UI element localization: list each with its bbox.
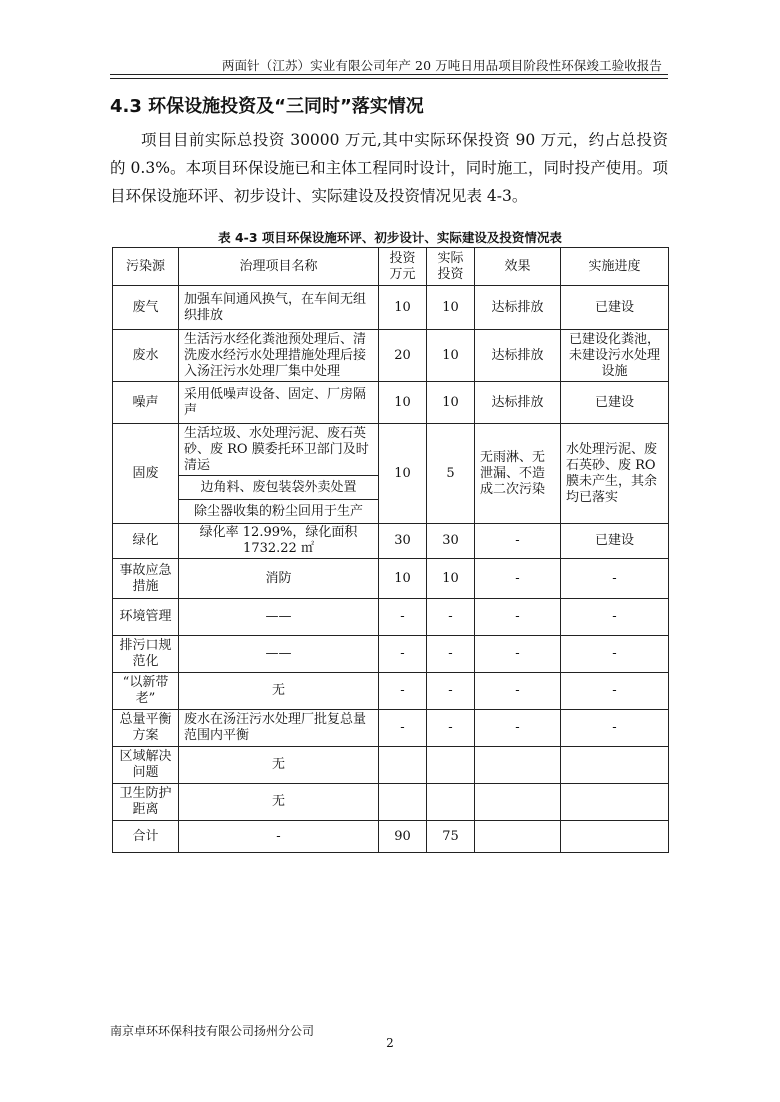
- cell-actual: 10: [427, 286, 475, 330]
- table-row: [113, 559, 669, 599]
- cell-source: 区域解决问题: [113, 747, 179, 784]
- cell-effect: -: [475, 559, 561, 599]
- cell-invest: -: [379, 636, 427, 673]
- cell-invest: 10: [379, 286, 427, 330]
- cell-effect: [475, 784, 561, 821]
- cell-effect: -: [475, 599, 561, 636]
- header-rule: [110, 74, 668, 79]
- cell-item: 绿化率 12.99%，绿化面积 1732.22 ㎡: [179, 524, 379, 559]
- table-row: [113, 382, 669, 424]
- table-row: [113, 286, 669, 330]
- cell-effect: 达标排放: [475, 286, 561, 330]
- header-actual-line2: 投资: [437, 266, 464, 282]
- cell-actual: -: [427, 636, 475, 673]
- cell-actual: 10: [427, 330, 475, 382]
- cell-invest: -: [379, 673, 427, 710]
- cell-item: ——: [179, 599, 379, 636]
- cell-source: 绿化: [113, 524, 179, 559]
- cell-total-actual: 75: [427, 821, 475, 853]
- header-investment-line1: 投资: [389, 250, 416, 266]
- cell-progress: 已建设: [561, 524, 669, 559]
- cell-effect: 无雨淋、无泄漏、不造成二次污染: [475, 424, 561, 524]
- cell-invest: 10: [379, 559, 427, 599]
- header-effect: 效果: [475, 248, 561, 286]
- cell-progress: -: [561, 599, 669, 636]
- cell-effect: 达标排放: [475, 330, 561, 382]
- cell-item: 消防: [179, 559, 379, 599]
- table-header-row: [113, 248, 669, 286]
- cell-actual: -: [427, 710, 475, 747]
- cell-item: 废水在汤汪污水处理厂批复总量范围内平衡: [179, 710, 379, 747]
- cell-item: 加强车间通风换气，在车间无组织排放: [179, 286, 379, 330]
- cell-source: 噪声: [113, 382, 179, 424]
- cell-invest: 30: [379, 524, 427, 559]
- cell-total-item: -: [179, 821, 379, 853]
- cell-progress: 已建设化粪池，未建设污水处理设施: [561, 330, 669, 382]
- cell-actual: 10: [427, 382, 475, 424]
- table-row: [113, 636, 669, 673]
- page-number: 2: [386, 1036, 394, 1050]
- cell-item: 采用低噪声设备、固定、厂房隔声: [179, 382, 379, 424]
- cell-progress: -: [561, 636, 669, 673]
- section-heading: 4.3 环保设施投资及“三同时”落实情况: [110, 96, 424, 117]
- cell-progress: -: [561, 710, 669, 747]
- cell-total-invest: 90: [379, 821, 427, 853]
- cell-item: 无: [179, 784, 379, 821]
- cell-invest: [379, 784, 427, 821]
- cell-actual: 5: [427, 424, 475, 524]
- cell-total-label: 合计: [113, 821, 179, 853]
- investment-table: [112, 247, 669, 853]
- table-row-solid-waste: [113, 424, 669, 476]
- cell-source: 排污口规范化: [113, 636, 179, 673]
- table-row: [113, 673, 669, 710]
- cell-source: 事故应急措施: [113, 559, 179, 599]
- cell-source: “以新带老”: [113, 673, 179, 710]
- cell-actual: 10: [427, 559, 475, 599]
- cell-effect: [475, 747, 561, 784]
- cell-progress: 已建设: [561, 286, 669, 330]
- cell-total-progress: [561, 821, 669, 853]
- cell-item: ——: [179, 636, 379, 673]
- cell-actual: [427, 747, 475, 784]
- table-row: [113, 599, 669, 636]
- cell-progress: -: [561, 559, 669, 599]
- header-investment: [379, 248, 427, 286]
- header-project-name: 治理项目名称: [179, 248, 379, 286]
- header-actual-investment: [427, 248, 475, 286]
- cell-invest: 10: [379, 424, 427, 524]
- cell-source: 固废: [113, 424, 179, 524]
- cell-invest: 10: [379, 382, 427, 424]
- cell-actual: -: [427, 599, 475, 636]
- header-pollution-source: 污染源: [113, 248, 179, 286]
- cell-invest: [379, 747, 427, 784]
- cell-item: 无: [179, 673, 379, 710]
- cell-item: 边角料、废包装袋外卖处置: [179, 476, 379, 500]
- cell-source: 环境管理: [113, 599, 179, 636]
- cell-total-effect: [475, 821, 561, 853]
- header-investment-line2: 万元: [389, 266, 416, 282]
- cell-progress: 水处理污泥、废石英砂、废 RO 膜未产生，其余均已落实: [561, 424, 669, 524]
- footer-company: 南京卓环环保科技有限公司扬州分公司: [110, 1024, 315, 1038]
- header-progress: 实施进度: [561, 248, 669, 286]
- header-actual-line1: 实际: [437, 250, 464, 266]
- cell-actual: -: [427, 673, 475, 710]
- cell-item: 除尘器收集的粉尘回用于生产: [179, 500, 379, 524]
- table-row: [113, 524, 669, 559]
- cell-effect: -: [475, 524, 561, 559]
- body-paragraph: 项目目前实际总投资 30000 万元,其中实际环保投资 90 万元，约占总投资的 0.3%。本项目环保设施已和主体工程同时设计，同时施工，同时投产使用。项目环保设施环评、初步设计、实际建设及投资情况见表 4-3。: [110, 131, 668, 205]
- cell-effect: -: [475, 636, 561, 673]
- cell-progress: 已建设: [561, 382, 669, 424]
- cell-progress: -: [561, 673, 669, 710]
- running-header: 两面针（江苏）实业有限公司年产 20 万吨日用品项目阶段性环保竣工验收报告: [221, 58, 662, 73]
- cell-source: 废气: [113, 286, 179, 330]
- cell-source: 卫生防护距离: [113, 784, 179, 821]
- cell-invest: -: [379, 599, 427, 636]
- cell-source: 总量平衡方案: [113, 710, 179, 747]
- cell-effect: -: [475, 710, 561, 747]
- cell-source: 废水: [113, 330, 179, 382]
- table-row: [113, 330, 669, 382]
- cell-actual: [427, 784, 475, 821]
- table-row: [113, 747, 669, 784]
- cell-actual: 30: [427, 524, 475, 559]
- cell-invest: 20: [379, 330, 427, 382]
- cell-item: 生活污水经化粪池预处理后、清洗废水经污水处理措施处理后接入汤汪污水处理厂集中处理: [179, 330, 379, 382]
- table-row: [113, 710, 669, 747]
- cell-item: 无: [179, 747, 379, 784]
- cell-effect: -: [475, 673, 561, 710]
- table-row: [113, 784, 669, 821]
- cell-effect: 达标排放: [475, 382, 561, 424]
- cell-progress: [561, 784, 669, 821]
- cell-invest: -: [379, 710, 427, 747]
- table-caption: 表 4-3 项目环保设施环评、初步设计、实际建设及投资情况表: [218, 230, 562, 245]
- table-total-row: [113, 821, 669, 853]
- cell-item: 生活垃圾、水处理污泥、废石英砂、废 RO 膜委托环卫部门及时清运: [179, 424, 379, 476]
- cell-progress: [561, 747, 669, 784]
